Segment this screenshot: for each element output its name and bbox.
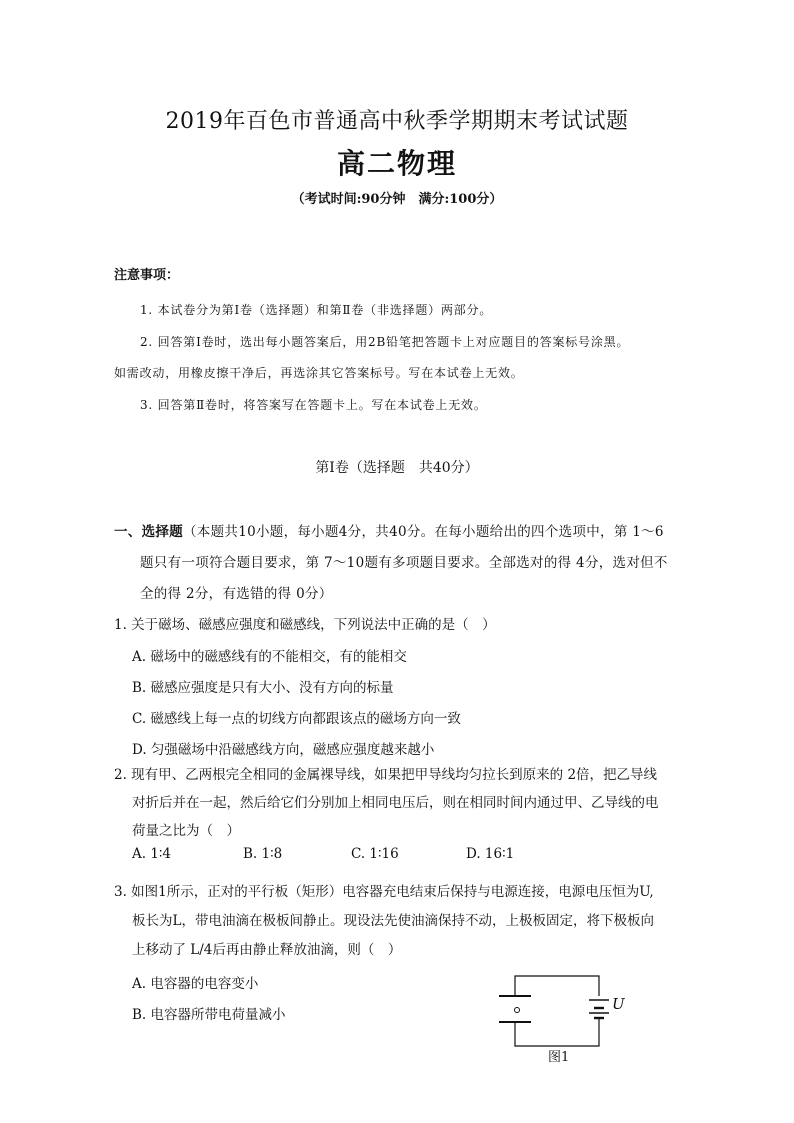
subject-title: 高二物理 bbox=[336, 147, 457, 180]
question-2-stem: 2. 现有甲、乙两根完全相同的金属裸导线，如果把甲导线均匀拉长到原来的 2倍，把乙导线 bbox=[114, 767, 658, 783]
question-2-option-b: B. 1∶8 bbox=[243, 846, 283, 862]
circuit-wire bbox=[515, 976, 599, 996]
section-heading: 第Ⅰ卷（选择题 共40分） bbox=[315, 460, 479, 476]
question-2-option-a: A. 1∶4 bbox=[132, 846, 172, 862]
question-3-stem-line: 板长为L，带电油滴在极板间静止。现设法先使油滴保持不动，上极板固定，将下极板向 bbox=[132, 913, 654, 929]
question-2-stem-line: 对折后并在一起，然后给它们分别加上相同电压后，则在相同时间内通过甲、乙导线的电 bbox=[132, 795, 659, 811]
question-3-option-b: B. 电容器所带电荷量减小 bbox=[132, 1007, 286, 1023]
part-one-text-line: 全的得 2分，有选错的得 0分） bbox=[140, 586, 333, 602]
question-1-option-b: B. 磁感应强度是只有大小、没有方向的标量 bbox=[132, 680, 394, 696]
question-3-stem: 3. 如图1所示，正对的平行板（矩形）电容器充电结束后保持与电源连接，电源电压恒为U, bbox=[114, 884, 654, 900]
question-2-option-c: C. 1∶16 bbox=[351, 846, 399, 862]
notice-item: 2. 回答第Ⅰ卷时，选出每小题答案后，用2B铅笔把答题卡上对应题目的答案标号涂黑。 bbox=[140, 335, 630, 349]
notice-heading: 注意事项： bbox=[114, 268, 180, 283]
notice-item-continued: 如需改动，用橡皮擦干净后，再选涂其它答案标号。写在本试卷上无效。 bbox=[114, 366, 524, 380]
question-2-stem-line: 荷量之比为（ ） bbox=[132, 823, 240, 839]
notice-item: 1. 本试卷分为第Ⅰ卷（选择题）和第Ⅱ卷（非选择题）两部分。 bbox=[140, 303, 493, 317]
notice-item: 3. 回答第Ⅱ卷时，将答案写在答题卡上。写在本试卷上无效。 bbox=[140, 398, 487, 412]
question-1-option-c: C. 磁感线上每一点的切线方向都跟该点的磁场方向一致 bbox=[132, 711, 461, 727]
question-3-option-a: A. 电容器的电容变小 bbox=[132, 976, 259, 992]
question-1-option-d: D. 匀强磁场中沿磁感线方向，磁感应强度越来越小 bbox=[132, 742, 435, 758]
part-one-text-line: 题只有一项符合题目要求，第 7～10题有多项题目要求。全部选对的得 4分，选对但不 bbox=[140, 555, 668, 571]
part-one-text: （本题共10小题，每小题4分，共40分。在每小题给出的四个选项中，第 1～6 bbox=[183, 524, 664, 540]
question-3-stem-line: 上移动了 L/4后再由静止释放油滴，则（ ） bbox=[132, 942, 402, 958]
voltage-label: U bbox=[612, 995, 625, 1013]
question-2-option-d: D. 16∶1 bbox=[466, 846, 515, 862]
part-one-label: 一、选择题 bbox=[114, 524, 183, 540]
part-one-intro bbox=[114, 520, 664, 540]
question-1-stem: 1. 关于磁场、磁感应强度和磁感线，下列说法中正确的是（ ） bbox=[114, 617, 496, 633]
oil-droplet bbox=[515, 1008, 520, 1013]
question-1-option-a: A. 磁场中的磁感线有的不能相交，有的能相交 bbox=[132, 649, 407, 665]
exam-time-info: （考试时间:90分钟 满分:100分） bbox=[291, 192, 503, 207]
exam-title: 2019年百色市普通高中秋季学期期末考试试题 bbox=[165, 109, 629, 134]
figure-caption: 图1 bbox=[548, 1050, 570, 1065]
